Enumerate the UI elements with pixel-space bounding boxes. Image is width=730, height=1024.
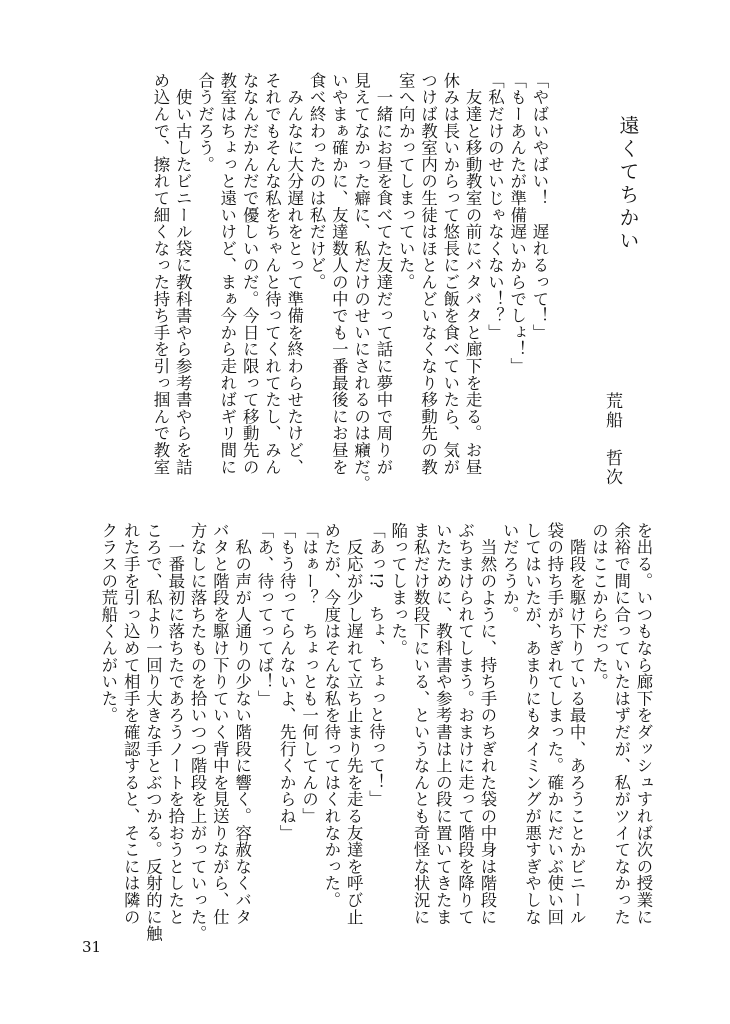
body-text-upper: 「やばいやばい！ 遅れるって！」 「もーあんたが準備遅いからでしょ！」 「私だけのせいじゃなくない！？」 友達と移動教室の前にバタバタと廊下を走る。お昼 休みは長いからって悠長にご飯を食べていたら、気が つけば教室内の生徒はほとんどいなくなり移動先の教 室へ向かってしまっていた。 一緒にお昼を食べてた友達だって話に夢中で周りが 見えてなかった癖に、私だけのせいにされるのは癪だ。 いやまぁ確かに、友達数人の中でも一番最後にお昼を 食べ終わったのは私だけど。 みんなに大分遅れをとって準備を終わらせたけど、 それでもそんな私をちゃんと待ってくれてたし、みん ななんだかんだで優しいのだ。今日に限って移動先の 教室はちょっと遠いけど、まぁ今から走ればギリ間に 合うだろう。 使い古したビニール袋に教科書やら参考書やらを詰 め込んで、擦れて細くなった持ち手を引っ掴んで教室 — [150, 72, 549, 492]
page-number: 31 — [82, 938, 102, 956]
body-text-lower: を出る。いつもなら廊下をダッシュすれば次の授業に 余裕で間に合っていたはずだが、私がツイてなかった のはここからだった。 階段を駆け下りている最中、あろうことかビニール 袋の持ち手がちぎれてしまった。確かにだいぶ使い回 してはいたが、あまりにもタイミングが悪すぎやしな いだろうか。 当然のように、持ち手のちぎれた袋の中身は階段に ぶちまけられてしまう。おまけに走って階段を降りて いたために、教科書や参考書は上の段に置いてきたま ま私だけ数段下にいる、というなんとも奇怪な状況に 陥ってしまった。 「あっ!? ちょ、ちょっと待って！」 反応が少し遅れて立ち止まり先を走る友達を呼び止 めたが、今度はそんな私を待ってはくれなかった。 「はぁー？ ちょっとも一何してんの」 「もう待ってらんないよ、先行くからね」 「あ、待ってってば！」 私の声が人通りの少ない階段に響く。容赦なくバタ バタと階段を駆け下りていく背中を見送りながら、仕 方なしに落ちたものを拾いつつ階段を上がっていった。 一番最初に落ちたであろうノートを拾おうとしたと ころで、私より一回り大きな手とぶつかる。反射的に触 れた手を引っ込めて相手を確認すると、そこには隣の クラスの荒船くんがいた。 — [98, 522, 653, 942]
author-name: 荒船 哲次 — [602, 392, 622, 487]
story-title: 遠くてちかい — [616, 115, 640, 253]
